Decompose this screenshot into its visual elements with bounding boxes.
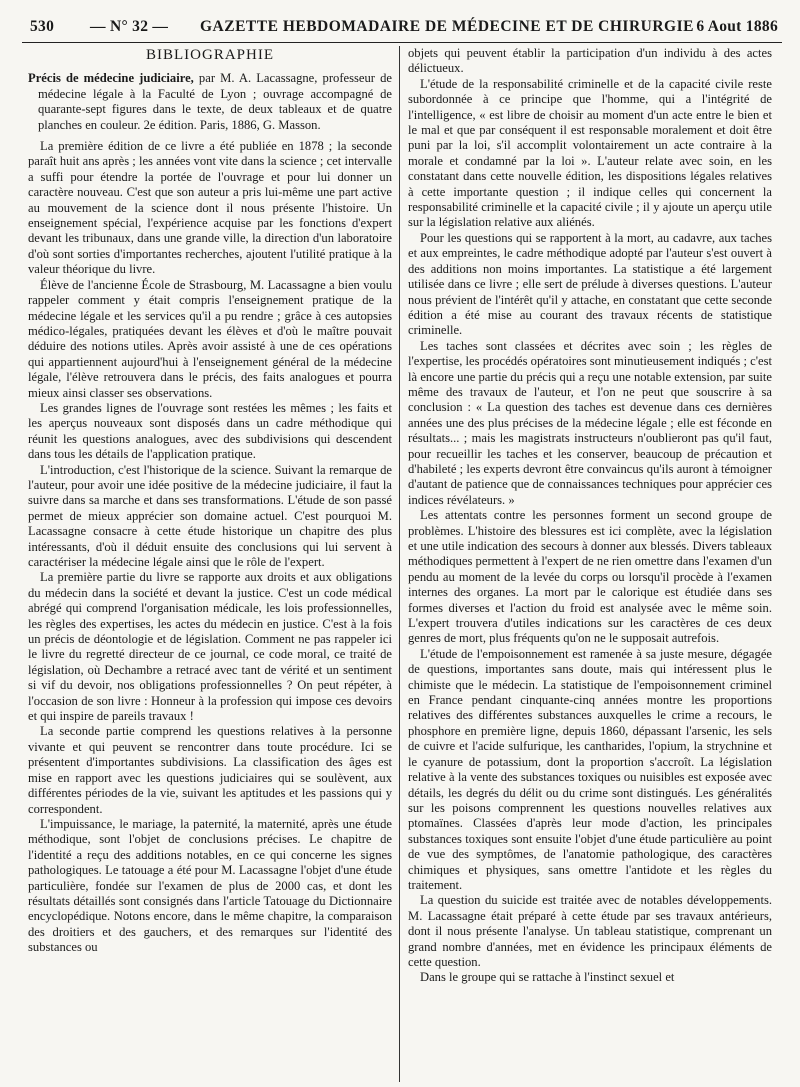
paragraph: Les grandes lignes de l'ouvrage sont restées les mêmes ; les faits et les aperçus nouveaux sont disposés dans un cadre méthodique qui réunit les questions analogues, avec des subdivisions qui descendent dans tous les détails de l'application pratique. <box>28 400 392 462</box>
paragraph: La première partie du livre se rapporte aux droits et aux obligations du médecin dans la société et devant la justice. C'est un code médical abrégé qui comprend l'organisation médicale, les lois professionnelles, les règles des expertises, les actes du médecin en justice. C'est à la fois un précis de déontologie et de législation. Comment ne pas rappeler ici le livre du regretté directeur de ce journal, ce code moral, ce traité de législation, où Dechambre a retracé avec tant de vérité et un sentiment si vif du devoir, nos obligations professionnelles ? On peut répéter, à l'occasion de son livre : Honneur à la profession qui impose ces devoirs et qui inspire de pareils travaux ! <box>28 570 392 724</box>
paragraph: Élève de l'ancienne École de Strasbourg, M. Lacassagne a bien voulu rappeler comment y était compris l'enseignement pratique de la médecine légale et les services qu'il a pu rendre ; grâce à ces autopsies médico-légales, pratiquées devant les élèves et d'où le maître pouvait déduire des notions utiles. Après avoir assisté à une de ces opérations qui appartiennent aujourd'hui à l'enseignement général de la médecine légale, l'élève retrouvera dans le précis, des faits analogues et pourra mieux ainsi classer ses observations. <box>28 277 392 400</box>
paragraph: L'introduction, c'est l'historique de la science. Suivant la remarque de l'auteur, pour avoir une idée positive de la médecine judiciaire, il faut la suivre dans sa marche et dans ses transformations. L'étude de son passé permet de mieux apprécier son domaine actuel. C'est pourquoi M. Lacassagne consacre à cette étude historique un chapitre des plus intéressants, d'où il déduit ensuite des conclusions qui lui servent à caractériser la médecine légale ainsi que le rôle de l'expert. <box>28 462 392 569</box>
section-title: BIBLIOGRAPHIE <box>146 47 274 63</box>
issue-number: — N° 32 — <box>90 18 169 35</box>
bibliography-entry <box>28 71 392 133</box>
paragraph: Les attentats contre les personnes forment un second groupe de problèmes. L'histoire des blessures est ici complète, avec la législation et une utile indication des secours à donner aux blessés. Divers tableaux méthodiques permettent à l'expert de ne rien omettre dans l'examen d'un pendu au moment de la levée du corps ou lorsqu'il procède à l'examen internes des organes. La mort par le calorique est étudiée dans ses formes diverses et l'action du froid est analysée avec le même soin. L'expert trouvera d'utiles indications sur les caractères de ces deux genres de mort, plus fréquents qu'on ne le supposait autrefois. <box>408 508 772 646</box>
paragraph: objets qui peuvent établir la participation d'un individu à des actes délictueux. <box>408 46 772 76</box>
paragraph: L'étude de l'empoisonnement est ramenée à sa juste mesure, dégagée de questions, importantes sans doute, mais qui intéressent plus le chimiste que le médecin. La statistique de l'empoisonnement criminel en France pendant cinquante-cinq années montre les proportions relatives des différentes substances auxquelles le crime a recours, le phosphore en première ligne, depuis 1860, dépassant l'arsenic, les sels de cuivre et l'acide sulfurique, les cantharides, l'opium, la strychnine et le cyanure de potassium, dont la proportion s'accroît. La législation relative à la vente des substances toxiques ou nuisibles est exposée avec détails, les degrés du délit ou du crime sont distingués. Les généralités sur les poisons comprennent les questions nouvelles relatives aux ptomaïnes. Classées d'après leur mode d'action, les principales substances toxiques sont ensuite l'objet d'une étude particulière au point de vue des symptômes, de l'anatomie pathologique, des caractères chimiques et physiques, sans omettre l'antidote et les règles du traitement. <box>408 646 772 892</box>
page-number: 530 <box>30 18 55 35</box>
paragraph: La première édition de ce livre a été publiée en 1878 ; la seconde paraît huit ans après ; les années vont vite dans la science ; cet intervalle a suffi pour étendre la portée de l'ouvrage et pour lui donner un caractère nouveau. C'est que son auteur a pris lui-même une part active au mouvement de la science dont il nous présente l'histoire. Un enseignement spécial, l'expérience acquise par les fonctions d'expert devant les tribunaux, dans une grande ville, la direction d'un laboratoire d'où sont sorties d'importantes recherches, ajoutent l'utilité pratique à la valeur théorique du livre. <box>28 139 392 277</box>
paragraph: La question du suicide est traitée avec de notables développements. M. Lacassagne était préparé à cette étude par ses travaux antérieurs, dont il nous présente l'analyse. Un tableau statistique, comprenant un grand nombre d'années, met en évidence les principaux éléments de cette question. <box>408 893 772 969</box>
column-divider <box>399 46 400 1082</box>
paragraph: La seconde partie comprend les questions relatives à la personne vivante et qui peuvent se rencontrer dans toute procédure. Ici se présentent d'importantes subdivisions. La classification des âges est mise en rapport avec les questions judiciaires qui se soulèvent, aux différentes périodes de la vie, suivant les aptitudes et les passions qui y correspondent. <box>28 724 392 816</box>
book-title: Précis de médecine judiciaire, <box>28 71 194 86</box>
paragraph: L'étude de la responsabilité criminelle et de la capacité civile reste subordonnée à ce principe que l'homme, qui a l'intégrité de l'intelligence, « est libre de choisir au moment d'un acte entre le bien et le mal et que par conséquent il est responsable moralement et doit être puni par la loi, s'il accomplit volontairement un acte contraire à la morale et condamné par la loi ». L'auteur relate avec soin, en les constatant dans cette nouvelle édition, les dispositions légales relatives à cette importante question ; il indique celles qui concernent la responsabilité criminelle et la capacité civile ; il y ajoute un aperçu utile sur la législation relative aux aliénés. <box>408 76 772 230</box>
book-details: par M. A. Lacassagne, professeur de médecine légale à la Faculté de Lyon ; ouvrage accompagné de quarante-sept figures dans le texte, de deux tableaux et de quatre planches en couleur. 2e édition. Paris, 1886, G. Masson. <box>38 71 392 132</box>
paragraph: L'impuissance, le mariage, la paternité, la maternité, après une étude méthodique, sont l'objet de conclusions précises. Le chapitre de l'identité a reçu des additions notables, en ce qui concerne les signes pathologiques. Le tatouage a été pour M. Lacassagne l'objet d'une étude particulière, fondée sur l'examen de plus de 2000 cas, et dont les résultats détaillés sont consignés dans l'article Tatouage du Dictionnaire encyclopédique. Notons encore, dans le même chapitre, la comparaison des droitiers et des gauchers, et des remarques sur l'identité des substances ou <box>28 816 392 955</box>
issue-date: 6 Aout 1886 <box>696 18 778 35</box>
right-column <box>408 46 772 1082</box>
paragraph: Les taches sont classées et décrites avec soin ; les règles de l'expertise, les procédés opératoires sont minutieusement indiqués ; c'est là encore une partie du précis qui a reçu une notable extension, par suite même des travaux de l'auteur, et l'on ne peut que souscrire à sa conclusion : « La question des taches est devenue dans ces dernières années une des plus précises de la médecine légale ; elle est féconde en résultats... ; mais les magistrats instructeurs n'oublieront pas qu'il faut, pour recueillir les taches et les conserver, beaucoup de précaution et d'habileté ; les experts devront être convaincus qu'ils auront à témoigner d'autant de patience que de connaissances techniques pour apprécier ces indices révélateurs. » <box>408 338 772 507</box>
page-header <box>22 6 782 43</box>
paragraph: Dans le groupe qui se rattache à l'instinct sexuel et <box>420 970 675 985</box>
journal-title: GAZETTE HEBDOMADAIRE DE MÉDECINE ET DE CHIRURGIE <box>200 18 694 35</box>
left-column <box>28 46 392 1082</box>
paragraph: Pour les questions qui se rapportent à la mort, au cadavre, aux taches et aux empreintes, le cadre méthodique adopté par l'auteur s'est ouvert à des additions non moins importantes. La statistique a été largement utilisée dans ce livre ; elle sert de prélude à diverses questions. L'auteur nous prévient de l'intérêt qu'il y attache, en constatant que cette seconde édition a été mise au courant des travaux récents de statistique criminelle. <box>408 230 772 338</box>
